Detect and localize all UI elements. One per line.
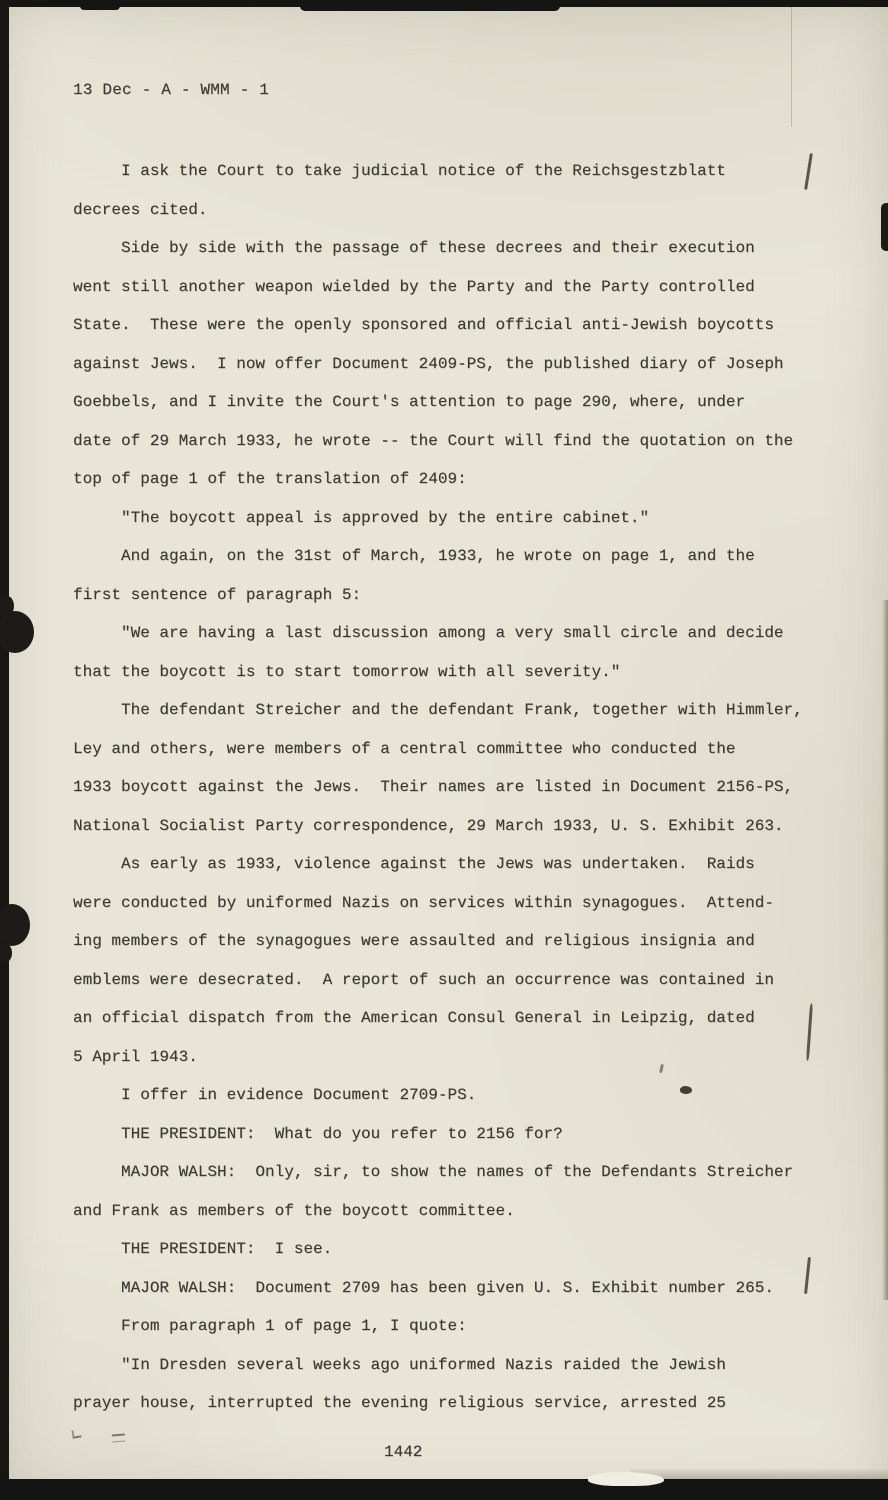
text-line: top of page 1 of the translation of 2409: <box>73 470 467 488</box>
text-line: went still another weapon wielded by the Party and the Party controlled <box>73 277 755 296</box>
punch-hole <box>0 611 34 653</box>
text-line: ing members of the synagogues were assaulted and religious insignia and <box>73 932 755 950</box>
text-line: against Jews. I now offer Document 2409-PS, the published diary of Joseph <box>73 354 784 373</box>
text-line: State. These were the openly sponsored and official anti-Jewish boycotts <box>73 316 774 334</box>
scan-edge-bottom <box>0 1479 888 1500</box>
text-line: an official dispatch from the American Consul General in Leipzig, dated <box>73 1009 755 1027</box>
document-body <box>73 152 873 1423</box>
text-line: National Socialist Party correspondence, 29 March 1933, U. S. Exhibit 263. <box>73 816 784 835</box>
text-line: first sentence of paragraph 5: <box>73 585 362 604</box>
text-line: The defendant Streicher and the defendant Frank, together with Himmler, <box>73 701 803 719</box>
text-line: date of 29 March 1933, he wrote -- the Court will find the quotation on the <box>73 431 794 450</box>
text-line: "In Dresden several weeks ago uniformed Nazis raided the Jewish <box>73 1355 726 1374</box>
text-line: THE PRESIDENT: What do you refer to 2156 for? <box>73 1124 563 1143</box>
text-line: I offer in evidence Document 2709-PS. <box>73 1086 477 1104</box>
text-line: Ley and others, were members of a central committee who conducted the <box>73 739 736 758</box>
text-line: prayer house, interrupted the evening religious service, arrested 25 <box>73 1394 726 1412</box>
text-line: Goebbels, and I invite the Court's attention to page 290, where, under <box>73 393 746 411</box>
text-line: THE PRESIDENT: I see. <box>73 1240 333 1258</box>
text-line: As early as 1933, violence against the Jews was undertaken. Raids <box>73 855 755 873</box>
text-line: that the boycott is to start tomorrow with all severity." <box>73 662 621 681</box>
scan-edge-blob <box>80 0 120 10</box>
text-line: Side by side with the passage of these decrees and their execution <box>73 239 755 257</box>
page-header: 13 Dec - A - WMM - 1 <box>73 81 270 99</box>
scan-edge-blob <box>300 0 560 11</box>
text-line: and Frank as members of the boycott committee. <box>73 1201 515 1220</box>
punch-hole <box>0 904 30 946</box>
scan-edge-left <box>0 0 9 1500</box>
punch-hole-notch <box>0 944 12 962</box>
torn-paper-notch <box>588 1472 664 1486</box>
text-line: And again, on the 31st of March, 1933, he wrote on page 1, and the <box>73 547 755 565</box>
text-line: were conducted by uniformed Nazis on services within synagogues. Attend- <box>73 893 774 912</box>
pencil-smudge <box>112 1434 126 1443</box>
text-line: MAJOR WALSH: Document 2709 has been given U. S. Exhibit number 265. <box>73 1278 774 1297</box>
scan-edge-blob <box>881 203 888 251</box>
paper-edge-shadow <box>882 600 888 1300</box>
paper-crease <box>791 7 792 127</box>
text-line: "We are having a last discussion among a very small circle and decide <box>73 624 784 642</box>
text-line: "The boycott appeal is approved by the entire cabinet." <box>73 508 650 527</box>
text-line: From paragraph 1 of page 1, I quote: <box>73 1317 467 1335</box>
page-number: 1442 <box>384 1443 423 1461</box>
text-line: 1933 boycott against the Jews. Their names are listed in Document 2156-PS, <box>73 778 794 796</box>
text-line: emblems were desecrated. A report of such an occurrence was contained in <box>73 970 774 989</box>
text-line: I ask the Court to take judicial notice of the Reichsgestzblatt <box>73 162 726 180</box>
text-line: MAJOR WALSH: Only, sir, to show the names of the Defendants Streicher <box>73 1163 794 1181</box>
text-line: decrees cited. <box>73 200 208 219</box>
pencil-smudge <box>71 1429 81 1438</box>
ink-smudge <box>680 1086 692 1094</box>
text-line: 5 April 1943. <box>73 1047 198 1066</box>
